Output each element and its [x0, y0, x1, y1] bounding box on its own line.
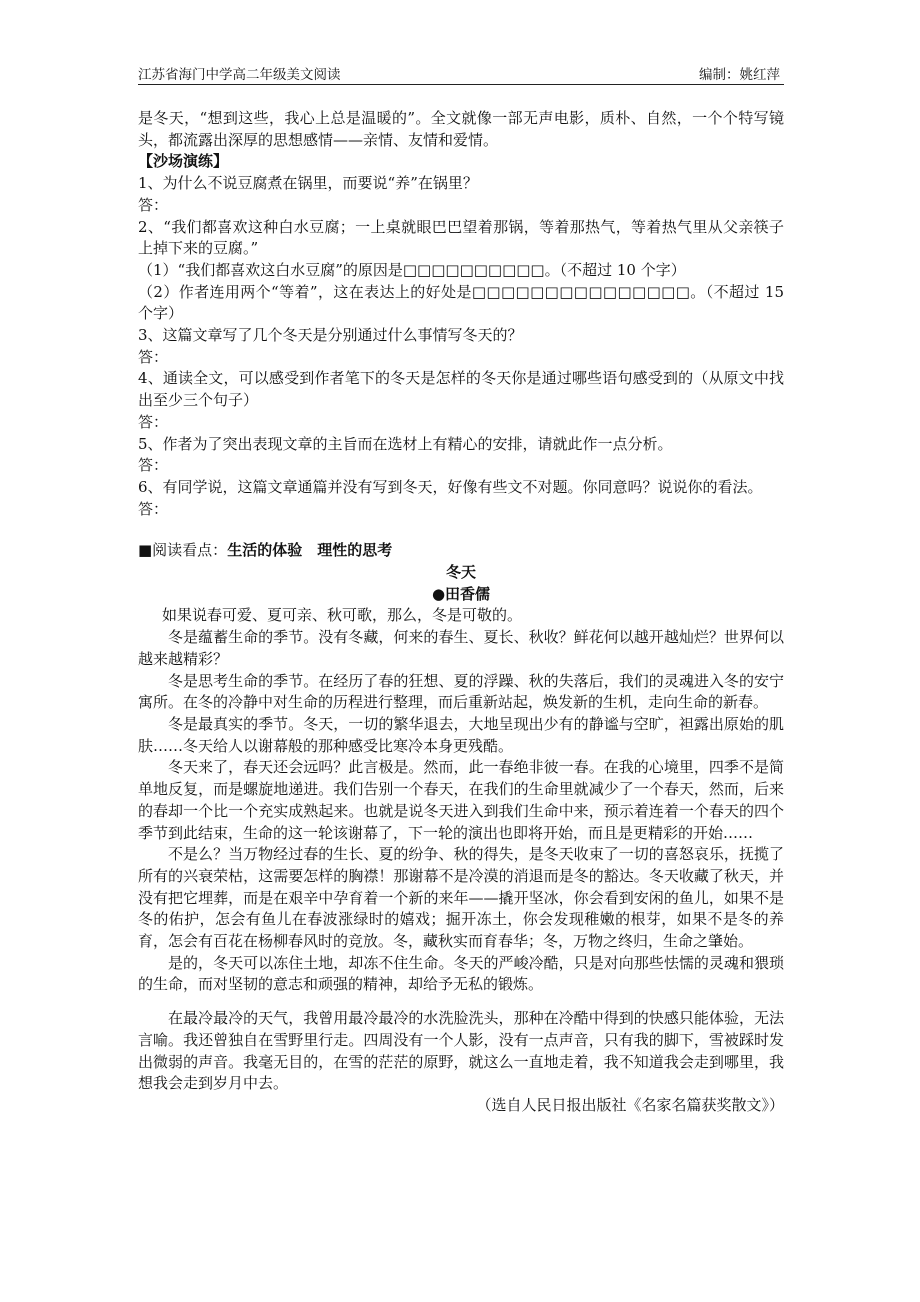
- article-paragraph: 是的，冬天可以冻住土地，却冻不住生命。冬天的严峻冷酷，只是对向那些怯懦的灵魂和猥琐的生命，而对坚韧的意志和顽强的精神，却给予无私的锻炼。: [138, 953, 784, 994]
- header-school: 江苏省海门中学高二年级美文阅读: [138, 67, 341, 83]
- article-source: （选自人民日报出版社《名家名篇获奖散文》）: [476, 1095, 784, 1114]
- question-2-1: （1）“我们都喜欢这白水豆腐”的原因是□□□□□□□□□□。（不超过 10 个字）: [138, 260, 686, 279]
- intro-paragraph: 是冬天，“想到这些，我心上总是温暖的”。全文就像一部无声电影，质朴、自然，一个个特写镜头，都流露出深厚的思想感情——亲情、友情和爱情。: [138, 109, 784, 149]
- reading-label-prefix: ■阅读看点：: [138, 541, 228, 560]
- answer-5: 答：: [138, 456, 169, 475]
- reading-label: [138, 540, 784, 562]
- question-1: 1、为什么不说豆腐煮在锅里，而要说“养”在锅里？: [138, 174, 478, 193]
- question-2-2: （2）作者连用两个“等着”，这在表达上的好处是□□□□□□□□□□□□□□□。（不超过 15 个字）: [138, 282, 784, 323]
- spacer: [138, 996, 784, 1008]
- article-paragraph: 冬天来了，春天还会远吗？此言极是。然而，此一春绝非彼一春。在我的心境里，四季不是简单地反复，而是螺旋地递进。我们告别一个春天，在我们的生命里就减少了一个春天，然而，后来的春却一个比一个充实成熟起来。也就是说冬天进入到我们生命中来，预示着连着一个春天的四个季节到此结束，生命的这一轮该谢幕了，下一轮的演出也即将开始，而且是更精彩的开始……: [138, 758, 784, 842]
- article-paragraph: 如果说春可爱、夏可亲、秋可歌，那么，冬是可敬的。: [162, 606, 523, 625]
- article-paragraph: 冬是蕴蓄生命的季节。没有冬藏，何来的春生、夏长、秋收？鲜花何以越开越灿烂？世界何以越来越精彩？: [138, 628, 784, 668]
- exercise-heading: 【沙场演练】: [138, 152, 229, 171]
- article-paragraph: 在最冷最冷的天气，我曾用最冷最冷的水洗脸洗头，那种在冷酷中得到的快感只能体验，无法言喻。我还曾独自在雪野里行走。四周没有一个人影，没有一点声音，只有我的脚下，雪被踩时发出微弱的声音。我毫无目的，在雪的茫茫的原野，就这么一直地走着，我不知道我会走到哪里，我想我会走到岁月中去。: [138, 1009, 784, 1093]
- question-3: 3、这篇文章写了几个冬天是分别通过什么事情写冬天的？: [138, 326, 523, 345]
- question-6: 6、有同学说，这篇文章通篇并没有写到冬天，好像有些文不对题。你同意吗？说说你的看法。: [138, 477, 763, 496]
- reading-label-bold: 生活的体验 理性的思考: [227, 541, 393, 560]
- question-5: 5、作者为了突出表现文章的主旨而在选材上有精心的安排，请就此作一点分析。: [138, 434, 673, 453]
- answer-4: 答：: [138, 412, 169, 431]
- answer-3: 答：: [138, 347, 169, 366]
- article-title: 冬天: [445, 563, 476, 582]
- page-header: [138, 66, 784, 85]
- question-4: 4、通读全文，可以感受到作者笔下的冬天是怎样的冬天你是通过哪些语句感受到的（从原文中找出至少三个句子）: [138, 369, 784, 410]
- spacer: [138, 520, 784, 540]
- article-author: ●田香儒: [431, 584, 491, 603]
- answer-1: 答：: [138, 195, 169, 214]
- question-2: 2、“我们都喜欢这种白水豆腐；一上桌就眼巴巴望着那锅，等着那热气，等着热气里从父亲筷子上掉下来的豆腐。”: [138, 217, 784, 258]
- article-paragraph: 不是么？当万物经过春的生长、夏的纷争、秋的得失，是冬天收束了一切的喜怒哀乐，抚揽了所有的兴衰荣枯，这需要怎样的胸襟！那谢幕不是冷漠的消退而是冬的豁达。冬天收藏了秋天，并没有把它埋葬，而是在艰辛中孕育着一个新的来年——撬开坚冰，你会看到安闲的鱼儿，如果不是冬的佑护，怎会有鱼儿在春波涨绿时的嬉戏；掘开冻土，你会发现稚嫩的根芽，如果不是冬的养育，怎会有百花在杨柳春风时的竞放。冬，藏秋实而育春华；冬，万物之终归，生命之肇始。: [138, 845, 784, 951]
- document-body: [138, 108, 784, 1117]
- article-paragraph: 冬是最真实的季节。冬天，一切的繁华退去，大地呈现出少有的静谧与空旷，袒露出原始的肌肤……冬天给人以谢幕般的那种感受比寒冷本身更残酷。: [138, 714, 784, 755]
- answer-6: 答：: [138, 499, 169, 518]
- article-paragraph: 冬是思考生命的季节。在经历了春的狂想、夏的浮躁、秋的失落后，我们的灵魂进入冬的安宁寓所。在冬的冷静中对生命的历程进行整理，而后重新站起，焕发新的生机，走向生命的新春。: [138, 671, 784, 712]
- header-editor: 编制：姚红萍: [699, 67, 780, 83]
